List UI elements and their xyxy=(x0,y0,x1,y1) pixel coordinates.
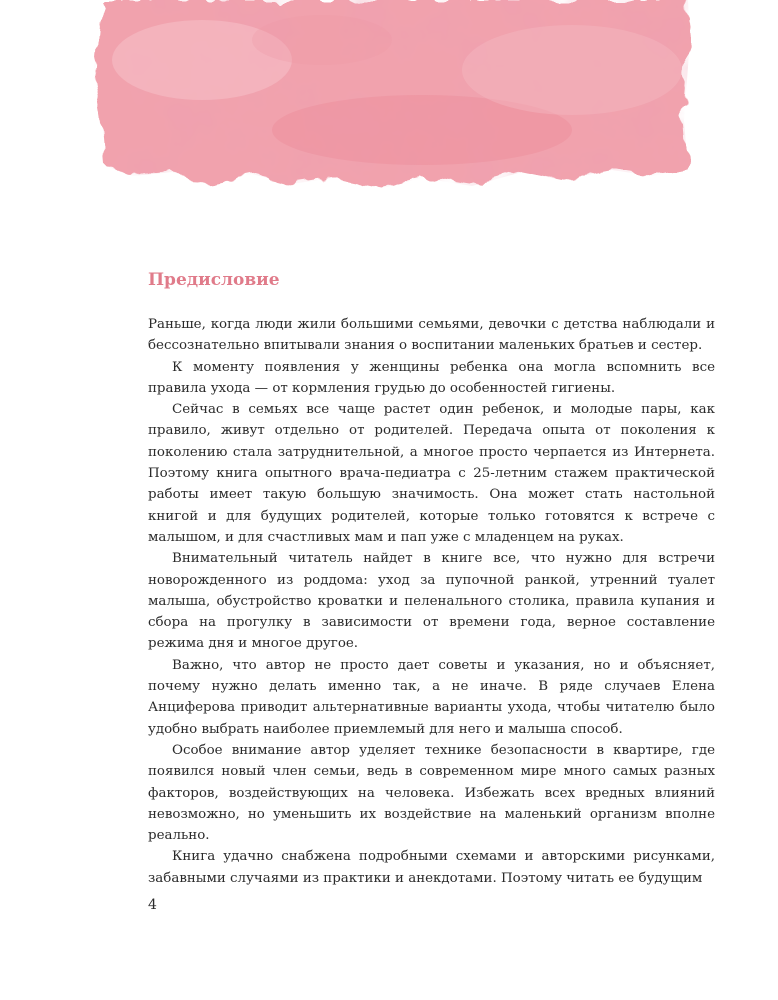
watercolor-header-decoration xyxy=(92,0,692,192)
paragraph: Раньше, когда люди жили большими семьями, девочки с детства наблюдали и бессознательно впитывали знания о воспитании маленьких братьев и сестер. xyxy=(148,317,715,354)
paragraph: Особое внимание автор уделяет технике безопасности в квартире, где появился новый член семьи, ведь в современном мире много самых разных факторов, воздействующих на человека. Избежать всех вредных влияний невозможно, но уменьшить их воздействие на маленький организм вполне реально. xyxy=(148,742,715,844)
paragraph: Внимательный читатель найдет в книге все, что нужно для встречи новорожденного из роддома: уход за пупочной ранкой, утренний туалет малыша, обустройство кроватки и пеленального столика, правила купания и сбора на прогулку в зависимости от времени года, верное составление режима дня и многое другое. xyxy=(148,551,715,652)
page-title: Предисловие xyxy=(148,270,280,290)
paragraph: Важно, что автор не просто дает советы и указания, но и объясняет, почему нужно делать именно так, а не иначе. В ряде случаев Елена Анциферова приводит альтернативные варианты ухода, чтобы читателю было удобно выбрать наиболее приемлемый для него и малыша способ. xyxy=(148,657,715,737)
page-number: 4 xyxy=(148,897,157,913)
body-text xyxy=(148,314,715,889)
paragraph: Книга удачно снабжена подробными схемами и авторскими рисунками, забавными случаями из практики и анекдотами. Поэтому читать ее будущим xyxy=(148,849,715,886)
paragraph: К моменту появления у женщины ребенка она могла вспомнить все правила ухода — от кормления грудью до особенностей гигиены. xyxy=(148,359,715,396)
paragraph: Сейчас в семьях все чаще растет один ребенок, и молодые пары, как правило, живут отдельно от родителей. Передача опыта от поколения к поколению стала затруднительной, а многое просто черпается из Интернета. Поэтому книга опытного врача-педиатра с 25-летним стажем практической работы имеет такую большую значимость. Она может стать настольной книгой и для будущих родителей, которые только готовятся к встрече с малышом, и для счастливых мам и пап уже с младенцем на руках. xyxy=(148,402,715,545)
